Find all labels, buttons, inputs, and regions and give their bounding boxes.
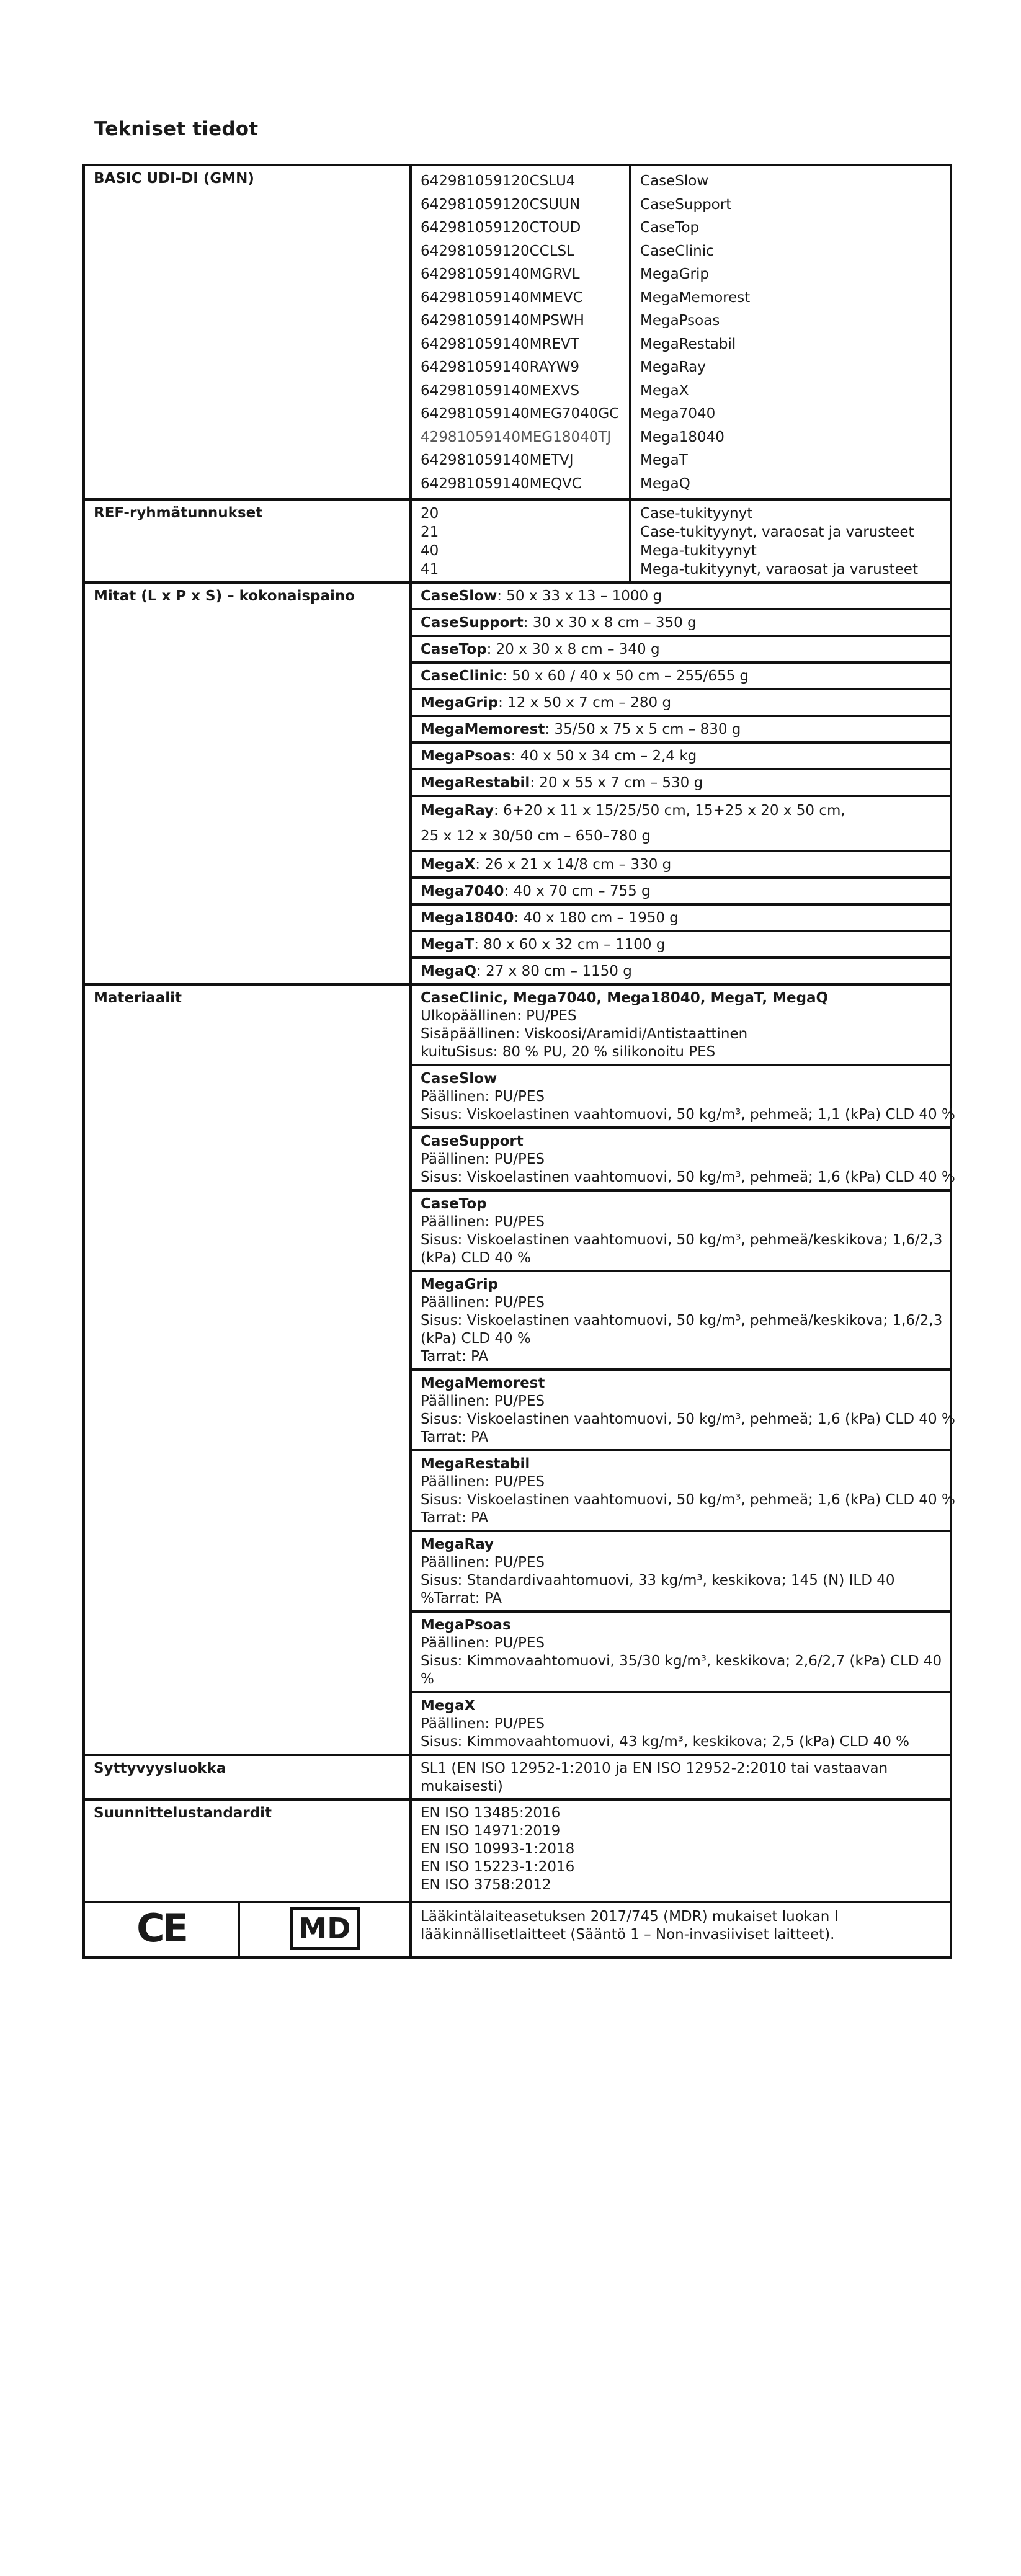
flammability-row <box>84 1755 951 1799</box>
dimensions-row <box>84 582 951 609</box>
material-line: Sisus: Viskoelastinen vaahtomuovi, 50 kg/m³, pehmeä/keskikova; 1,6/2,3 <box>421 1232 943 1248</box>
udi-code: 642981059140MMEVC <box>421 289 583 306</box>
dimension-product: CaseSupport <box>421 615 524 631</box>
udi-product: CaseSlow <box>640 173 709 189</box>
dimension-value: : 20 x 55 x 7 cm – 530 g <box>530 775 703 791</box>
material-line: % <box>421 1671 434 1687</box>
ref-name: Mega-tukityynyt, varaosat ja varusteet <box>640 561 918 577</box>
material-title: MegaPsoas <box>421 1617 511 1633</box>
material-line: Tarrat: PA <box>421 1510 489 1526</box>
udi-product: MegaX <box>640 382 689 399</box>
dimension-value: : 12 x 50 x 7 cm – 280 g <box>498 695 672 711</box>
dimension-entry <box>411 931 951 958</box>
material-block <box>411 1128 955 1190</box>
udi-code: 642981059140MPSWH <box>421 313 584 329</box>
material-block <box>411 1271 951 1370</box>
material-block <box>411 1370 955 1450</box>
material-line: %Tarrat: PA <box>421 1590 502 1607</box>
dimension-product: MegaT <box>421 937 475 953</box>
material-block <box>411 1450 955 1531</box>
udi-row <box>84 165 951 499</box>
material-line: Päällinen: PU/PES <box>421 1716 545 1732</box>
dimension-entry <box>411 904 951 931</box>
dimension-entry <box>411 851 951 878</box>
material-title: CaseSupport <box>421 1133 524 1149</box>
dimension-entry <box>411 958 951 984</box>
materials-row <box>84 984 951 1065</box>
material-line: Sisus: Viskoelastinen vaahtomuovi, 50 kg/m³, pehmeä/keskikova; 1,6/2,3 <box>421 1313 943 1329</box>
material-title: MegaRestabil <box>421 1456 530 1472</box>
udi-code: 642981059120CCLSL <box>421 243 574 259</box>
material-block <box>411 1531 951 1611</box>
ce-mark-cell <box>84 1902 239 1958</box>
udi-product: MegaGrip <box>640 266 709 282</box>
standards-label: Suunnittelustandardit <box>84 1799 411 1902</box>
udi-product: MegaT <box>640 452 688 468</box>
dimension-product: Mega18040 <box>421 910 514 926</box>
material-line: Päällinen: PU/PES <box>421 1554 545 1571</box>
dimension-value: : 20 x 30 x 8 cm – 340 g <box>486 641 660 657</box>
material-title: CaseSlow <box>421 1071 497 1087</box>
dimension-entry <box>411 609 951 636</box>
udi-product: MegaPsoas <box>640 313 720 329</box>
material-block <box>411 1065 955 1128</box>
material-block <box>411 1190 951 1271</box>
material-title: CaseClinic, Mega7040, Mega18040, MegaT, MegaQ <box>421 990 829 1006</box>
material-block <box>411 984 951 1065</box>
ref-code: 20 <box>421 506 439 522</box>
dimension-entry <box>411 796 951 851</box>
udi-product: CaseSupport <box>640 196 732 213</box>
udi-code: 42981059140MEG18040TJ <box>421 429 612 445</box>
dimension-value: : 40 x 50 x 34 cm – 2,4 kg <box>510 748 697 764</box>
udi-code: 642981059140MREVT <box>421 336 579 352</box>
standard-item: EN ISO 10993-1:2018 <box>421 1841 575 1857</box>
dimension-product: CaseSlow <box>421 588 497 604</box>
dimension-product: MegaMemorest <box>421 721 545 738</box>
udi-code: 642981059140METVJ <box>421 452 574 468</box>
standard-item: EN ISO 15223-1:2016 <box>421 1859 575 1875</box>
spec-table <box>82 164 955 1959</box>
standards-list <box>411 1799 951 1902</box>
flammability-value: SL1 (EN ISO 12952-1:2010 ja EN ISO 12952-2:2010 tai vastaavan mukaisesti) <box>411 1755 951 1799</box>
dimension-value: : 6+20 x 11 x 15/25/50 cm, 15+25 x 20 x 50 cm, <box>494 803 845 819</box>
udi-product: Mega18040 <box>640 429 725 445</box>
md-mark-cell <box>239 1902 411 1958</box>
material-block <box>411 1692 951 1755</box>
dimension-value: : 40 x 180 cm – 1950 g <box>514 910 679 926</box>
material-line: Sisus: Kimmovaahtomuovi, 43 kg/m³, keskikova; 2,5 (kPa) CLD 40 % <box>421 1734 910 1750</box>
dimension-product: MegaPsoas <box>421 748 511 764</box>
dimensions-label: Mitat (L x P x S) – kokonaispaino <box>84 582 411 984</box>
standard-item: EN ISO 14971:2019 <box>421 1823 561 1839</box>
dimension-entry <box>411 662 951 689</box>
material-line: Sisus: Viskoelastinen vaahtomuovi, 50 kg/m³, pehmeä; 1,6 (kPa) CLD 40 % <box>421 1169 955 1185</box>
page-title: Tekniset tiedot <box>94 118 259 140</box>
dimension-entry <box>411 636 951 662</box>
mdr-classification: Lääkintälaiteasetuksen 2017/745 (MDR) mukaiset luokan I lääkinnällisetlaitteet (Sääntö 1 – Non-invasiiviset laitteet). <box>411 1902 951 1958</box>
ref-code: 21 <box>421 524 439 540</box>
udi-product: MegaMemorest <box>640 289 751 306</box>
dimension-entry <box>411 582 951 609</box>
udi-product: MegaRestabil <box>640 336 736 352</box>
udi-product: Mega7040 <box>640 406 716 422</box>
udi-code: 642981059140MEG7040GC <box>421 406 620 422</box>
material-line: Päällinen: PU/PES <box>421 1474 545 1490</box>
udi-product: CaseClinic <box>640 243 714 259</box>
udi-code: 642981059120CSLU4 <box>421 173 576 189</box>
dimension-entry <box>411 716 951 742</box>
material-title: MegaMemorest <box>421 1375 545 1391</box>
standard-item: EN ISO 13485:2016 <box>421 1805 561 1821</box>
material-line: Sisus: Viskoelastinen vaahtomuovi, 50 kg/m³, pehmeä; 1,6 (kPa) CLD 40 % <box>421 1411 955 1427</box>
material-line: Tarrat: PA <box>421 1429 489 1445</box>
dimension-value: : 27 x 80 cm – 1150 g <box>476 963 632 979</box>
material-line: Päällinen: PU/PES <box>421 1393 545 1409</box>
standards-row <box>84 1799 951 1902</box>
udi-code: 642981059120CSUUN <box>421 196 581 213</box>
material-line: Päällinen: PU/PES <box>421 1295 545 1311</box>
dimension-product: MegaRestabil <box>421 775 530 791</box>
material-line: (kPa) CLD 40 % <box>421 1250 531 1266</box>
udi-code: 642981059140RAYW9 <box>421 359 580 375</box>
material-line: Päällinen: PU/PES <box>421 1089 545 1105</box>
dimension-value: : 80 x 60 x 32 cm – 1100 g <box>474 937 666 953</box>
material-title: CaseTop <box>421 1196 487 1212</box>
ref-name: Case-tukityynyt, varaosat ja varusteet <box>640 524 914 540</box>
udi-label: BASIC UDI-DI (GMN) <box>84 165 411 499</box>
material-line: kuituSisus: 80 % PU, 20 % silikonoitu PES <box>421 1044 716 1060</box>
dimension-entry <box>411 878 951 904</box>
udi-product: CaseTop <box>640 220 700 236</box>
dimension-entry <box>411 689 951 716</box>
ref-code: 41 <box>421 561 439 577</box>
dimension-product: MegaGrip <box>421 695 499 711</box>
standard-item: EN ISO 3758:2012 <box>421 1877 551 1893</box>
dimension-value: : 50 x 60 / 40 x 50 cm – 255/655 g <box>502 668 749 684</box>
udi-product: MegaQ <box>640 475 690 492</box>
material-line: Sisäpäällinen: Viskoosi/Aramidi/Antistaattinen <box>421 1026 748 1042</box>
ce-mark-icon: CE <box>136 1905 186 1951</box>
marks-row <box>84 1902 951 1958</box>
material-title: MegaRay <box>421 1536 494 1553</box>
dimension-value: : 40 x 70 cm – 755 g <box>504 883 651 899</box>
material-line: Sisus: Viskoelastinen vaahtomuovi, 50 kg/m³, pehmeä; 1,6 (kPa) CLD 40 % <box>421 1492 955 1508</box>
dimension-value: : 50 x 33 x 13 – 1000 g <box>497 588 662 604</box>
dimension-product: MegaQ <box>421 963 477 979</box>
material-line: Tarrat: PA <box>421 1348 489 1365</box>
udi-code: 642981059140MEXVS <box>421 382 580 399</box>
ref-codes <box>411 499 630 582</box>
material-line: Päällinen: PU/PES <box>421 1635 545 1651</box>
dimension-product: MegaX <box>421 857 476 873</box>
material-line: Sisus: Kimmovaahtomuovi, 35/30 kg/m³, keskikova; 2,6/2,7 (kPa) CLD 40 <box>421 1653 942 1669</box>
material-title: MegaX <box>421 1698 476 1714</box>
material-line: Päällinen: PU/PES <box>421 1214 545 1230</box>
dimension-value: : 35/50 x 75 x 5 cm – 830 g <box>545 721 741 738</box>
flammability-label: Syttyvyysluokka <box>84 1755 411 1799</box>
udi-names <box>630 165 951 499</box>
udi-product: MegaRay <box>640 359 706 375</box>
material-line: Päällinen: PU/PES <box>421 1151 545 1167</box>
material-line: (kPa) CLD 40 % <box>421 1330 531 1347</box>
dimension-value: : 26 x 21 x 14/8 cm – 330 g <box>475 857 672 873</box>
ref-name: Mega-tukityynyt <box>640 543 757 559</box>
material-line: Sisus: Standardivaahtomuovi, 33 kg/m³, keskikova; 145 (N) ILD 40 <box>421 1572 895 1589</box>
md-mark-icon: MD <box>290 1907 360 1950</box>
ref-label: REF-ryhmätunnukset <box>84 499 411 582</box>
dimension-value: : 30 x 30 x 8 cm – 350 g <box>523 615 697 631</box>
material-title: MegaGrip <box>421 1277 499 1293</box>
dimension-entry <box>411 769 951 796</box>
udi-code: 642981059120CTOUD <box>421 220 581 236</box>
ref-code: 40 <box>421 543 439 559</box>
dimension-product: CaseTop <box>421 641 487 657</box>
udi-code: 642981059140MEQVC <box>421 475 582 492</box>
udi-code: 642981059140MGRVL <box>421 266 580 282</box>
ref-names <box>630 499 951 582</box>
dimension-product: MegaRay <box>421 803 494 819</box>
ref-name: Case-tukityynyt <box>640 506 753 522</box>
material-line: Sisus: Viskoelastinen vaahtomuovi, 50 kg/m³, pehmeä; 1,1 (kPa) CLD 40 % <box>421 1107 955 1123</box>
material-block <box>411 1611 951 1692</box>
dimension-value-cont: 25 x 12 x 30/50 cm – 650–780 g <box>421 828 651 844</box>
dimension-product: CaseClinic <box>421 668 503 684</box>
material-line: Ulkopäällinen: PU/PES <box>421 1008 577 1024</box>
ref-row <box>84 499 951 582</box>
dimension-entry <box>411 742 951 769</box>
materials-label: Materiaalit <box>84 984 411 1755</box>
udi-codes <box>411 165 630 499</box>
dimension-product: Mega7040 <box>421 883 504 899</box>
